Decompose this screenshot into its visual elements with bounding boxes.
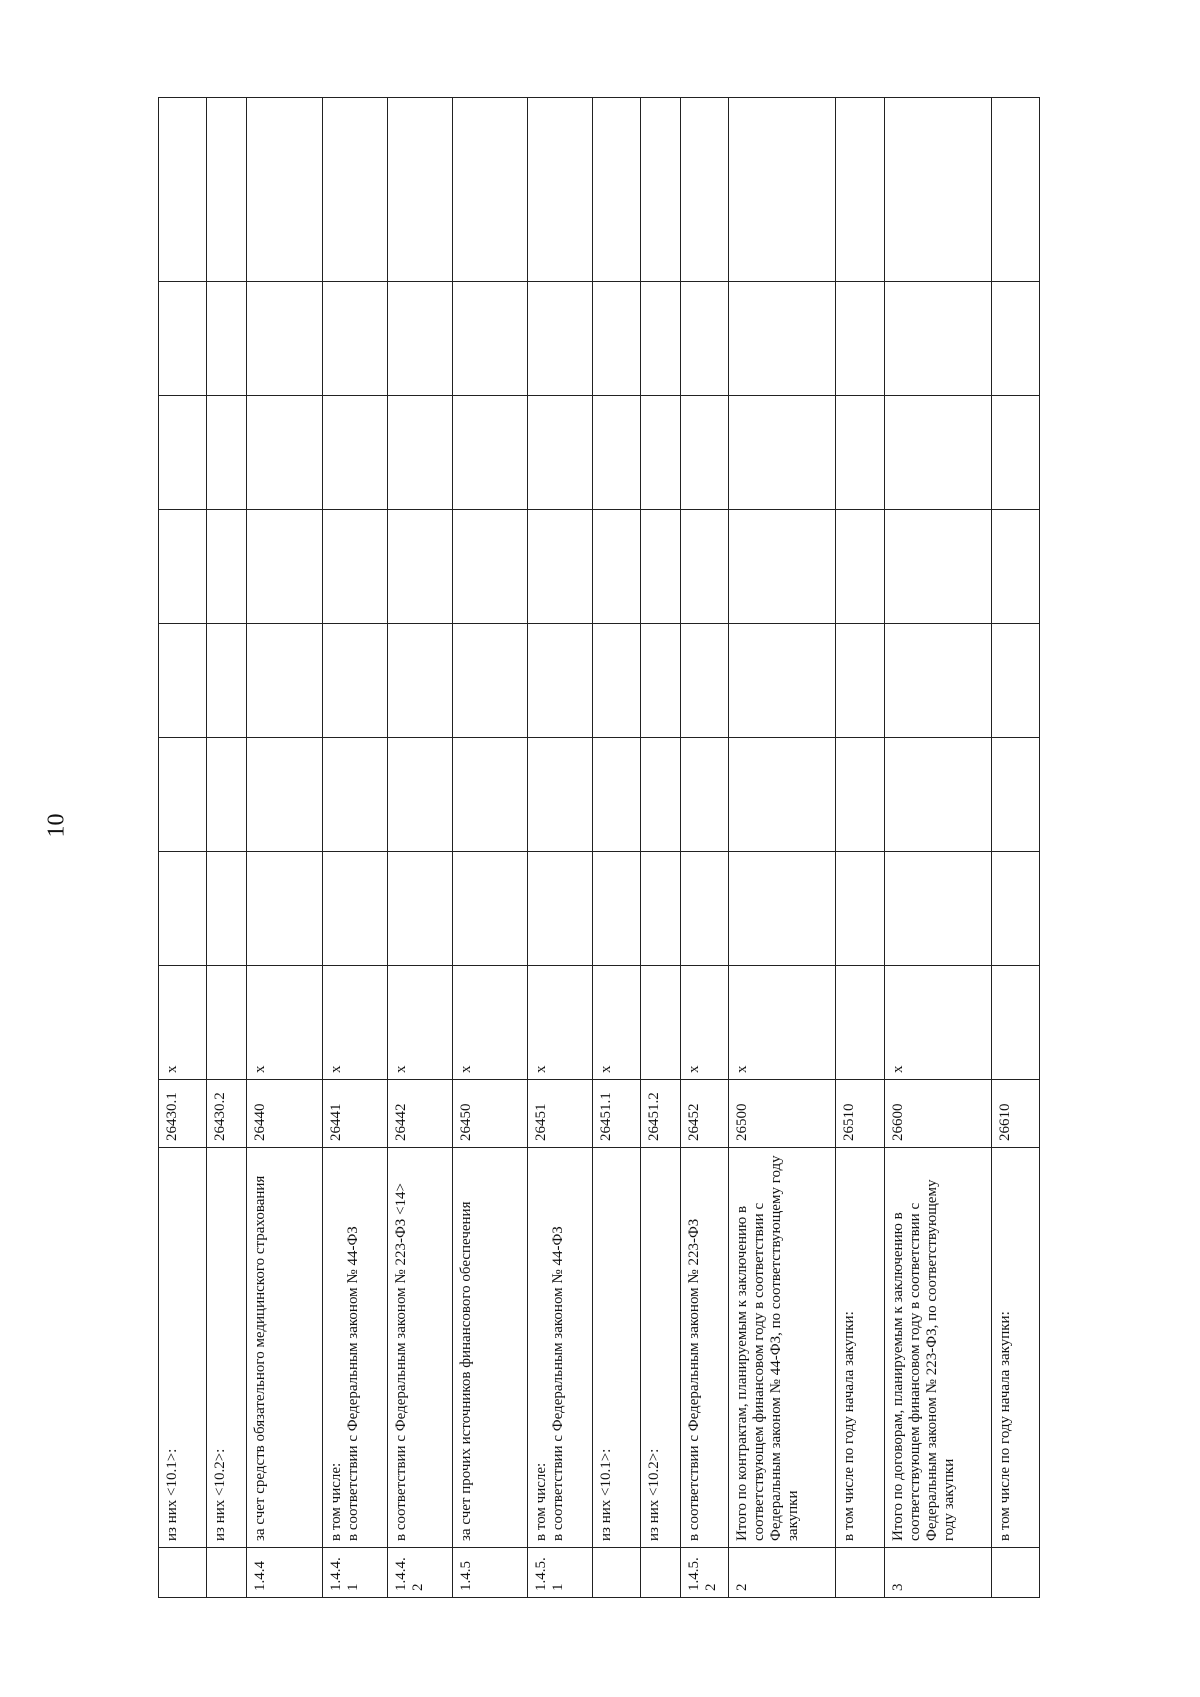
empty-cell bbox=[593, 624, 641, 738]
empty-cell bbox=[641, 98, 681, 282]
empty-cell bbox=[247, 282, 323, 396]
empty-cell bbox=[884, 624, 991, 738]
empty-cell bbox=[528, 282, 593, 396]
row-label-line: из них <10.1>: bbox=[164, 1448, 180, 1541]
empty-cell bbox=[836, 738, 884, 852]
empty-cell bbox=[247, 510, 323, 624]
row-number: 3 bbox=[884, 1548, 991, 1598]
row-number bbox=[836, 1548, 884, 1598]
row-label-line: за счет средств обязательного медицинского страхования bbox=[252, 1175, 269, 1541]
empty-cell bbox=[593, 738, 641, 852]
row-label-line: из них <10.1>: bbox=[598, 1448, 615, 1541]
row-label bbox=[322, 1148, 387, 1548]
empty-cell bbox=[884, 852, 991, 966]
empty-cell bbox=[991, 510, 1039, 624]
row-x-mark: х bbox=[387, 966, 452, 1080]
row-x-mark: х bbox=[729, 966, 836, 1080]
empty-cell bbox=[452, 282, 528, 396]
empty-cell bbox=[207, 396, 247, 510]
row-code: 26430.1 bbox=[159, 1080, 207, 1148]
row-code: 26441 bbox=[322, 1080, 387, 1148]
row-number bbox=[593, 1548, 641, 1598]
row-code: 26440 bbox=[247, 1080, 323, 1148]
row-label bbox=[387, 1148, 452, 1548]
empty-cell bbox=[159, 396, 207, 510]
empty-cell bbox=[884, 98, 991, 282]
empty-cell bbox=[681, 510, 729, 624]
empty-cell bbox=[159, 852, 207, 966]
row-label-line: в соответствии с Федеральным законом № 44-ФЗ bbox=[550, 1226, 567, 1541]
report-table bbox=[158, 97, 1040, 1598]
empty-cell bbox=[159, 282, 207, 396]
empty-cell bbox=[681, 738, 729, 852]
row-number bbox=[991, 1548, 1039, 1598]
empty-cell bbox=[247, 738, 323, 852]
table-row bbox=[641, 98, 681, 1598]
row-label bbox=[247, 1148, 323, 1548]
empty-cell bbox=[322, 852, 387, 966]
empty-cell bbox=[836, 852, 884, 966]
table-row bbox=[452, 98, 528, 1598]
empty-cell bbox=[641, 282, 681, 396]
table-row bbox=[681, 98, 729, 1598]
empty-cell bbox=[729, 852, 836, 966]
row-code: 26451 bbox=[528, 1080, 593, 1148]
empty-cell bbox=[593, 510, 641, 624]
row-number: 1.4.4.1 bbox=[322, 1548, 387, 1598]
empty-cell bbox=[884, 738, 991, 852]
row-label-line: Итого по контрактам, планируемым к заключению в соответствующем финансовом году в соответствии с Федеральным законом № 44-ФЗ, по соответствующему году закупки bbox=[734, 1155, 802, 1541]
empty-cell bbox=[159, 510, 207, 624]
table-row bbox=[593, 98, 641, 1598]
row-number: 2 bbox=[729, 1548, 836, 1598]
empty-cell bbox=[159, 624, 207, 738]
row-number: 1.4.5.1 bbox=[528, 1548, 593, 1598]
row-code: 26610 bbox=[991, 1080, 1039, 1148]
empty-cell bbox=[207, 624, 247, 738]
row-x-mark: х bbox=[159, 966, 207, 1080]
row-x-mark bbox=[207, 966, 247, 1080]
row-code: 26500 bbox=[729, 1080, 836, 1148]
row-label bbox=[729, 1148, 836, 1548]
row-label-line: за счет прочих источников финансового обеспечения bbox=[457, 1201, 474, 1541]
rotated-table bbox=[158, 98, 1040, 1598]
empty-cell bbox=[207, 852, 247, 966]
empty-cell bbox=[729, 396, 836, 510]
empty-cell bbox=[452, 852, 528, 966]
row-label-line: в соответствии с Федеральным законом № 44-ФЗ bbox=[344, 1226, 361, 1541]
row-label-line: в том числе: bbox=[327, 1462, 344, 1541]
empty-cell bbox=[593, 282, 641, 396]
table-row bbox=[207, 98, 247, 1598]
empty-cell bbox=[528, 510, 593, 624]
row-code: 26451.2 bbox=[641, 1080, 681, 1148]
empty-cell bbox=[641, 510, 681, 624]
empty-cell bbox=[207, 98, 247, 282]
row-label bbox=[836, 1148, 884, 1548]
row-label bbox=[884, 1148, 991, 1548]
table-row bbox=[159, 98, 207, 1598]
row-label-line: Итого по договорам, планируемым к заключению в соответствующем финансовом году в соответствии с Федеральным законом № 223-ФЗ, по соответствующему году закупки bbox=[889, 1179, 957, 1541]
empty-cell bbox=[991, 282, 1039, 396]
empty-cell bbox=[452, 98, 528, 282]
row-label bbox=[991, 1148, 1039, 1548]
row-label bbox=[528, 1148, 593, 1548]
empty-cell bbox=[991, 98, 1039, 282]
empty-cell bbox=[207, 738, 247, 852]
row-code: 26510 bbox=[836, 1080, 884, 1148]
empty-cell bbox=[452, 396, 528, 510]
row-code: 26442 bbox=[387, 1080, 452, 1148]
empty-cell bbox=[528, 98, 593, 282]
empty-cell bbox=[207, 282, 247, 396]
row-label bbox=[593, 1148, 641, 1548]
empty-cell bbox=[322, 738, 387, 852]
empty-cell bbox=[884, 282, 991, 396]
row-x-mark: х bbox=[593, 966, 641, 1080]
empty-cell bbox=[991, 624, 1039, 738]
row-code: 26600 bbox=[884, 1080, 991, 1148]
empty-cell bbox=[387, 98, 452, 282]
row-x-mark: х bbox=[681, 966, 729, 1080]
empty-cell bbox=[322, 624, 387, 738]
row-x-mark bbox=[991, 966, 1039, 1080]
empty-cell bbox=[247, 98, 323, 282]
table-row bbox=[836, 98, 884, 1598]
empty-cell bbox=[991, 852, 1039, 966]
empty-cell bbox=[641, 738, 681, 852]
empty-cell bbox=[884, 510, 991, 624]
empty-cell bbox=[387, 396, 452, 510]
empty-cell bbox=[387, 510, 452, 624]
row-label bbox=[207, 1148, 247, 1548]
empty-cell bbox=[247, 396, 323, 510]
table-row bbox=[387, 98, 452, 1598]
empty-cell bbox=[836, 624, 884, 738]
empty-cell bbox=[681, 282, 729, 396]
row-number bbox=[641, 1548, 681, 1598]
empty-cell bbox=[387, 852, 452, 966]
row-number bbox=[207, 1548, 247, 1598]
row-label bbox=[159, 1148, 207, 1548]
empty-cell bbox=[247, 624, 323, 738]
empty-cell bbox=[322, 510, 387, 624]
table-row bbox=[884, 98, 991, 1598]
row-number bbox=[159, 1548, 207, 1598]
empty-cell bbox=[322, 396, 387, 510]
empty-cell bbox=[991, 396, 1039, 510]
empty-cell bbox=[207, 510, 247, 624]
empty-cell bbox=[387, 624, 452, 738]
empty-cell bbox=[159, 98, 207, 282]
row-label-line: в соответствии с Федеральным законом № 223-ФЗ bbox=[686, 1218, 703, 1541]
row-label bbox=[452, 1148, 528, 1548]
row-code: 26430.2 bbox=[207, 1080, 247, 1148]
empty-cell bbox=[836, 98, 884, 282]
table-row bbox=[729, 98, 836, 1598]
empty-cell bbox=[528, 396, 593, 510]
row-code: 26450 bbox=[452, 1080, 528, 1148]
empty-cell bbox=[836, 510, 884, 624]
empty-cell bbox=[641, 396, 681, 510]
row-x-mark: х bbox=[247, 966, 323, 1080]
empty-cell bbox=[452, 510, 528, 624]
row-code: 26452 bbox=[681, 1080, 729, 1148]
row-x-mark bbox=[836, 966, 884, 1080]
empty-cell bbox=[322, 98, 387, 282]
empty-cell bbox=[729, 510, 836, 624]
empty-cell bbox=[884, 396, 991, 510]
empty-cell bbox=[247, 852, 323, 966]
empty-cell bbox=[452, 624, 528, 738]
empty-cell bbox=[729, 98, 836, 282]
row-label-line: из них <10.2>: bbox=[646, 1448, 663, 1541]
empty-cell bbox=[681, 98, 729, 282]
row-code: 26451.1 bbox=[593, 1080, 641, 1148]
row-x-mark: х bbox=[884, 966, 991, 1080]
row-x-mark: х bbox=[322, 966, 387, 1080]
empty-cell bbox=[641, 624, 681, 738]
empty-cell bbox=[681, 624, 729, 738]
row-number: 1.4.4.2 bbox=[387, 1548, 452, 1598]
table-row bbox=[991, 98, 1039, 1598]
row-label-line: в том числе по году начала закупки: bbox=[841, 1311, 858, 1541]
empty-cell bbox=[159, 738, 207, 852]
row-x-mark bbox=[641, 966, 681, 1080]
row-x-mark: х bbox=[528, 966, 593, 1080]
empty-cell bbox=[528, 852, 593, 966]
row-number: 1.4.5 bbox=[452, 1548, 528, 1598]
empty-cell bbox=[452, 738, 528, 852]
row-label bbox=[641, 1148, 681, 1548]
row-label bbox=[681, 1148, 729, 1548]
empty-cell bbox=[641, 852, 681, 966]
page-number: 10 bbox=[43, 813, 70, 838]
empty-cell bbox=[836, 396, 884, 510]
empty-cell bbox=[528, 738, 593, 852]
empty-cell bbox=[593, 852, 641, 966]
empty-cell bbox=[322, 282, 387, 396]
table-row bbox=[322, 98, 387, 1598]
empty-cell bbox=[729, 282, 836, 396]
row-label-line: в соответствии с Федеральным законом № 223-ФЗ <14> bbox=[392, 1183, 409, 1541]
table-row bbox=[528, 98, 593, 1598]
empty-cell bbox=[593, 98, 641, 282]
row-label-line: в том числе: bbox=[533, 1462, 550, 1541]
row-number: 1.4.4 bbox=[247, 1548, 323, 1598]
row-label-line: из них <10.2>: bbox=[212, 1448, 229, 1541]
empty-cell bbox=[528, 624, 593, 738]
empty-cell bbox=[681, 396, 729, 510]
empty-cell bbox=[387, 738, 452, 852]
empty-cell bbox=[681, 852, 729, 966]
empty-cell bbox=[836, 282, 884, 396]
empty-cell bbox=[593, 396, 641, 510]
empty-cell bbox=[991, 738, 1039, 852]
row-x-mark: х bbox=[452, 966, 528, 1080]
empty-cell bbox=[387, 282, 452, 396]
row-number: 1.4.5.2 bbox=[681, 1548, 729, 1598]
empty-cell bbox=[729, 624, 836, 738]
empty-cell bbox=[729, 738, 836, 852]
row-label-line: в том числе по году начала закупки: bbox=[996, 1311, 1013, 1541]
table-row bbox=[247, 98, 323, 1598]
